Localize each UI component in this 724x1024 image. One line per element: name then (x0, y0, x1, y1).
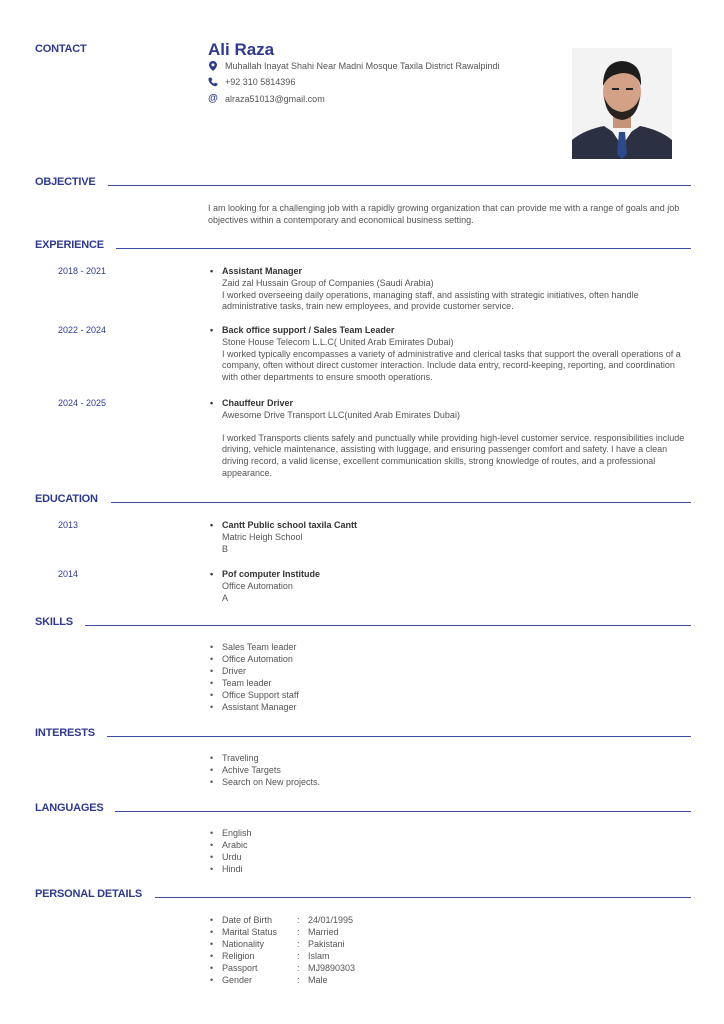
experience-item (210, 398, 690, 480)
list-item: • Assistant Manager (210, 702, 299, 714)
detail-value: Male (308, 974, 328, 985)
experience-item (210, 325, 690, 384)
phone-icon (206, 77, 220, 87)
skills-title: SKILLS (35, 616, 73, 628)
skills-list (210, 642, 299, 713)
experience-company: Awesome Drive Transport LLC(united Arab Emirates Dubai) (222, 409, 460, 420)
experience-description: I worked overseeing daily operations, managing staff, and assisting with strategic initiatives, often handle administrative tasks, train new employees, and provide customer service. (222, 289, 639, 312)
list-item: • Urdu (210, 852, 252, 864)
experience-role: • Chauffeur Driver (210, 398, 690, 410)
experience-date: 2022 - 2024 (58, 325, 107, 335)
list-item: • Gender : Male (210, 975, 355, 987)
interests-list (210, 753, 320, 789)
objective-text: I am looking for a challenging job with a rapidly growing organization that can provide me with a range of goals and job objectives within a contemporary and economical business setting. (208, 203, 680, 225)
education-date: 2013 (58, 520, 79, 530)
education-degree: Office Automation (222, 580, 293, 591)
experience-company: Zaid zal Hussain Group of Companies (Saudi Arabia) (222, 277, 434, 288)
objective-title: OBJECTIVE (35, 176, 96, 188)
detail-value: Married (308, 926, 339, 937)
list-item: • Office Automation (210, 654, 299, 666)
education-school: • Pof computer Institude (210, 569, 690, 581)
at-icon: @ (208, 93, 218, 104)
detail-label: Religion (222, 950, 255, 961)
education-school: • Cantt Public school taxila Cantt (210, 520, 690, 532)
experience-date: 2018 - 2021 (58, 266, 107, 276)
detail-label: Gender (222, 974, 253, 985)
experience-title: EXPERIENCE (35, 239, 104, 251)
detail-value: Pakistani (308, 938, 345, 949)
profile-photo (572, 48, 672, 159)
objective-divider (108, 185, 691, 186)
list-item: • Passport : MJ9890303 (210, 963, 355, 975)
education-grade: A (222, 592, 229, 603)
education-degree: Matric Heigh School (222, 531, 303, 542)
detail-label: Nationality (222, 938, 265, 949)
skills-divider (85, 625, 691, 626)
list-item: • English (210, 828, 252, 840)
experience-divider (116, 248, 691, 249)
interests-divider (107, 736, 691, 737)
list-item: • Date of Birth : 24/01/1995 (210, 915, 355, 927)
list-item: • Search on New projects. (210, 777, 320, 789)
map-pin-icon (206, 61, 220, 71)
list-item: • Religion : Islam (210, 951, 355, 963)
list-item: • Office Support staff (210, 690, 299, 702)
detail-value: MJ9890303 (308, 962, 356, 973)
education-grade: B (222, 543, 229, 554)
languages-divider (115, 811, 691, 812)
interests-title: INTERESTS (35, 727, 95, 739)
education-date: 2014 (58, 569, 79, 579)
list-item: • Achive Targets (210, 765, 320, 777)
experience-role: • Assistant Manager (210, 266, 690, 278)
experience-description: I worked Transports clients safely and punctually while providing high-level customer service. responsibilities include driving, vehicle maintenance, assisting with luggage, and ensuring passenger comfort and safety. I have a clean driving record, a valid license, excellent communication skills, strong knowledge of routes, and a professional appearance. (222, 432, 685, 478)
address-text: Muhallah Inayat Shahi Near Madni Mosque Taxila District Rawalpindi (225, 61, 500, 71)
personal-details-title: PERSONAL DETAILS (35, 888, 143, 900)
personal-details-list (210, 915, 355, 986)
detail-label: Date of Birth (222, 915, 273, 925)
phone-row (206, 77, 295, 87)
detail-label: Passport (222, 962, 258, 973)
languages-list (210, 828, 252, 876)
list-item: • Arabic (210, 840, 252, 852)
experience-role: • Back office support / Sales Team Leader (210, 325, 690, 337)
email-text: alraza51013@gmail.com (225, 93, 325, 104)
personal-details-divider (155, 897, 691, 898)
education-divider (111, 502, 691, 503)
list-item: • Nationality : Pakistani (210, 939, 355, 951)
education-item (210, 520, 690, 555)
address-row (206, 61, 499, 71)
list-item: • Driver (210, 666, 299, 678)
education-title: EDUCATION (35, 493, 98, 505)
detail-label: Marital Status (222, 926, 278, 937)
experience-description: I worked typically encompasses a variety of administrative and clerical tasks that support the overall operations of a company, often without direct customer interaction. Include data entry, record-keeping, reporting, and coordination with other departments to ensure smooth operations. (222, 348, 681, 383)
detail-value: Islam (308, 950, 330, 961)
experience-date: 2024 - 2025 (58, 398, 107, 408)
languages-title: LANGUAGES (35, 802, 104, 814)
list-item: • Traveling (210, 753, 320, 765)
education-item (210, 569, 690, 604)
experience-company: Stone House Telecom L.L.C( United Arab Emirates Dubai) (222, 336, 454, 347)
contact-title: CONTACT (35, 43, 87, 55)
detail-value: 24/01/1995 (308, 915, 354, 925)
email-row (206, 93, 325, 104)
list-item: • Hindi (210, 864, 252, 876)
list-item: • Team leader (210, 678, 299, 690)
list-item: • Sales Team leader (210, 642, 299, 654)
experience-item (210, 266, 690, 313)
list-item: • Marital Status : Married (210, 927, 355, 939)
person-name: Ali Raza (208, 40, 275, 59)
phone-text: +92 310 5814396 (225, 77, 296, 87)
